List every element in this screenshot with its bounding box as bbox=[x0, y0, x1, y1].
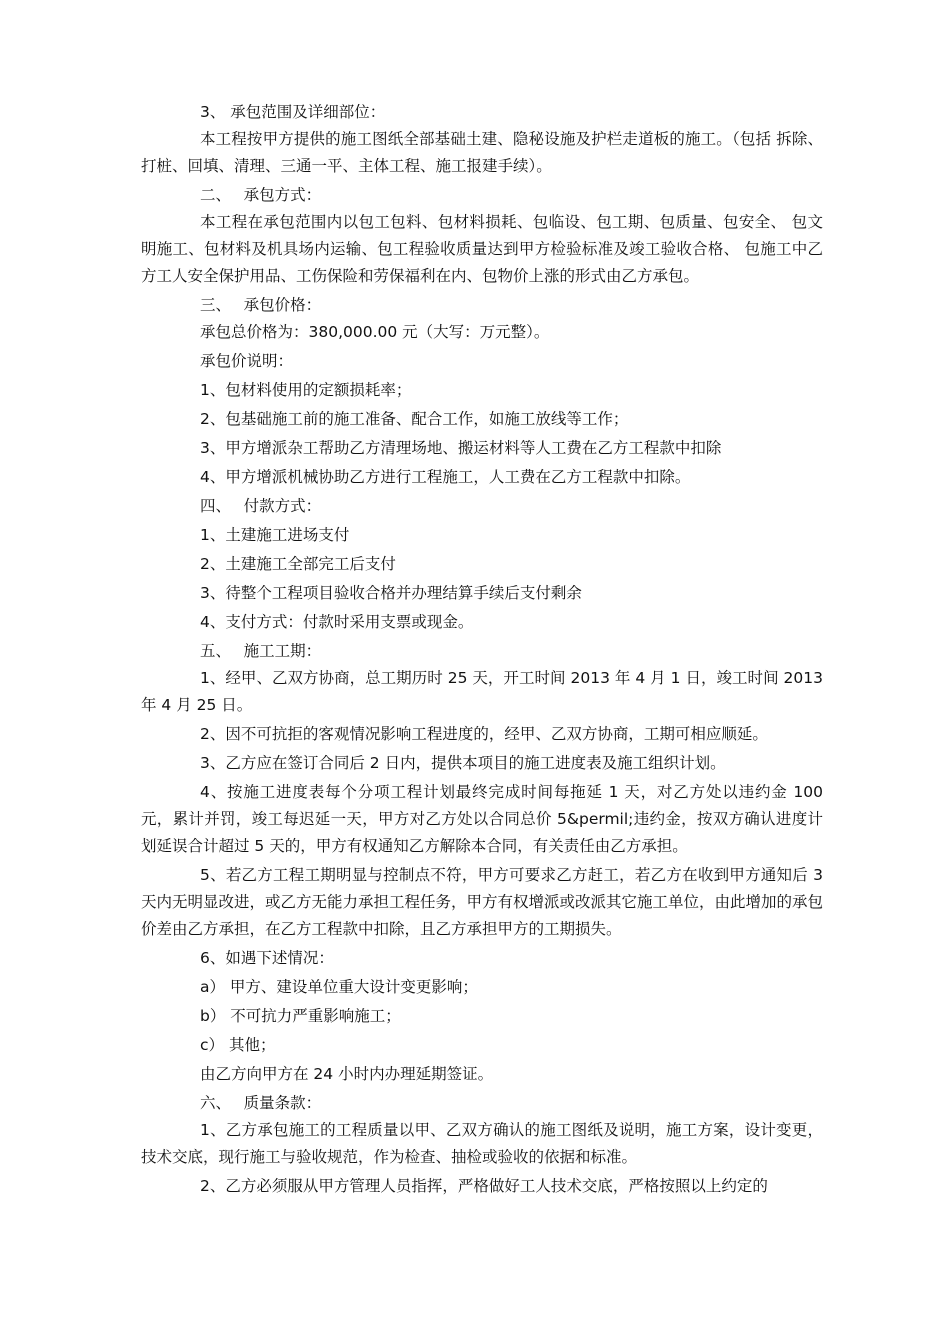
section-heading-schedule: 五、 施工工期： bbox=[200, 642, 322, 660]
list-item-payment-3: 3、待整个工程项目验收合格并办理结算手续后支付剩余 bbox=[200, 584, 582, 602]
list-item-payment-1: 1、土建施工进场支付 bbox=[200, 526, 350, 544]
paragraph-extension-visa: 由乙方向甲方在 24 小时内办理延期签证。 bbox=[200, 1065, 494, 1083]
list-item-quality-1: 1、乙方承包施工的工程质量以甲、乙双方确认的施工图纸及说明，施工方案，设计变更，技术交底，现行施工与验收规范，作为检查、抽检或验收的依据和标准。 bbox=[141, 1121, 823, 1166]
paragraph-total-price: 承包总价格为：380,000.00 元（大写：万元整）。 bbox=[200, 323, 550, 341]
list-item-payment-4: 4、支付方式：付款时采用支票或现金。 bbox=[200, 613, 474, 631]
paragraph-price-note: 承包价说明： bbox=[200, 352, 294, 370]
section-heading-scope: 3、 承包范围及详细部位： bbox=[200, 103, 386, 121]
paragraph-scope: 本工程按甲方提供的施工图纸全部基础土建、隐秘设施及护栏走道板的施工。（包括 拆除、打桩、回填、清理、三通一平、主体工程、施工报建手续）。 bbox=[141, 130, 823, 175]
list-item-schedule-6b: b） 不可抗力严重影响施工； bbox=[200, 1007, 401, 1025]
list-item-schedule-5: 5、若乙方工程工期明显与控制点不符，甲方可要求乙方赶工，若乙方在收到甲方通知后 3 天内无明显改进，或乙方无能力承担工程任务，甲方有权增派或改派其它施工单位，由此增加的承包价差由乙方承担，在乙方工程款中扣除，且乙方承担甲方的工期损失。 bbox=[141, 866, 824, 938]
section-heading-payment: 四、 付款方式： bbox=[200, 497, 322, 515]
section-heading-price: 三、 承包价格： bbox=[200, 296, 322, 314]
list-item-payment-2: 2、土建施工全部完工后支付 bbox=[200, 555, 396, 573]
section-heading-contract-method: 二、 承包方式： bbox=[200, 186, 322, 204]
list-item-schedule-3: 3、乙方应在签订合同后 2 日内，提供本项目的施工进度表及施工组织计划。 bbox=[200, 754, 726, 772]
paragraph-contract-method: 本工程在承包范围内以包工包料、包材料损耗、包临设、包工期、包质量、包安全、 包文明施工、包材料及机具场内运输、包工程验收质量达到甲方检验标准及竣工验收合格、 包施工中乙方工人安全保护用品、工伤保险和劳保福利在内、包物价上涨的形式由乙方承包。 bbox=[141, 213, 823, 285]
list-item-schedule-6: 6、如遇下述情况： bbox=[200, 949, 334, 967]
document-body bbox=[141, 99, 823, 1200]
list-item-schedule-1: 1、经甲、乙双方协商，总工期历时 25 天，开工时间 2013 年 4 月 1 日，竣工时间 2013 年 4 月 25 日。 bbox=[141, 669, 823, 714]
list-item-price-1: 1、包材料使用的定额损耗率； bbox=[200, 381, 412, 399]
list-item-schedule-6a: a） 甲方、建设单位重大设计变更影响； bbox=[200, 978, 478, 996]
list-item-price-2: 2、包基础施工前的施工准备、配合工作，如施工放线等工作； bbox=[200, 410, 629, 428]
section-heading-quality: 六、 质量条款： bbox=[200, 1094, 322, 1112]
list-item-price-4: 4、甲方增派机械协助乙方进行工程施工，人工费在乙方工程款中扣除。 bbox=[200, 468, 691, 486]
list-item-schedule-6c: c） 其他； bbox=[200, 1036, 276, 1054]
list-item-price-3: 3、甲方增派杂工帮助乙方清理场地、搬运材料等人工费在乙方工程款中扣除 bbox=[200, 439, 722, 457]
list-item-schedule-4: 4、按施工进度表每个分项工程计划最终完成时间每拖延 1 天，对乙方处以违约金 100 元，累计并罚，竣工每迟延一天，甲方对乙方处以合同总价 5&permil;违约金，按双方确认进度计划延误合计超过 5 天的，甲方有权通知乙方解除本合同，有关责任由乙方承担。 bbox=[141, 783, 823, 855]
list-item-schedule-2: 2、因不可抗拒的客观情况影响工程进度的，经甲、乙双方协商，工期可相应顺延。 bbox=[200, 725, 768, 743]
list-item-quality-2: 2、乙方必须服从甲方管理人员指挥，严格做好工人技术交底，严格按照以上约定的 bbox=[200, 1177, 768, 1195]
